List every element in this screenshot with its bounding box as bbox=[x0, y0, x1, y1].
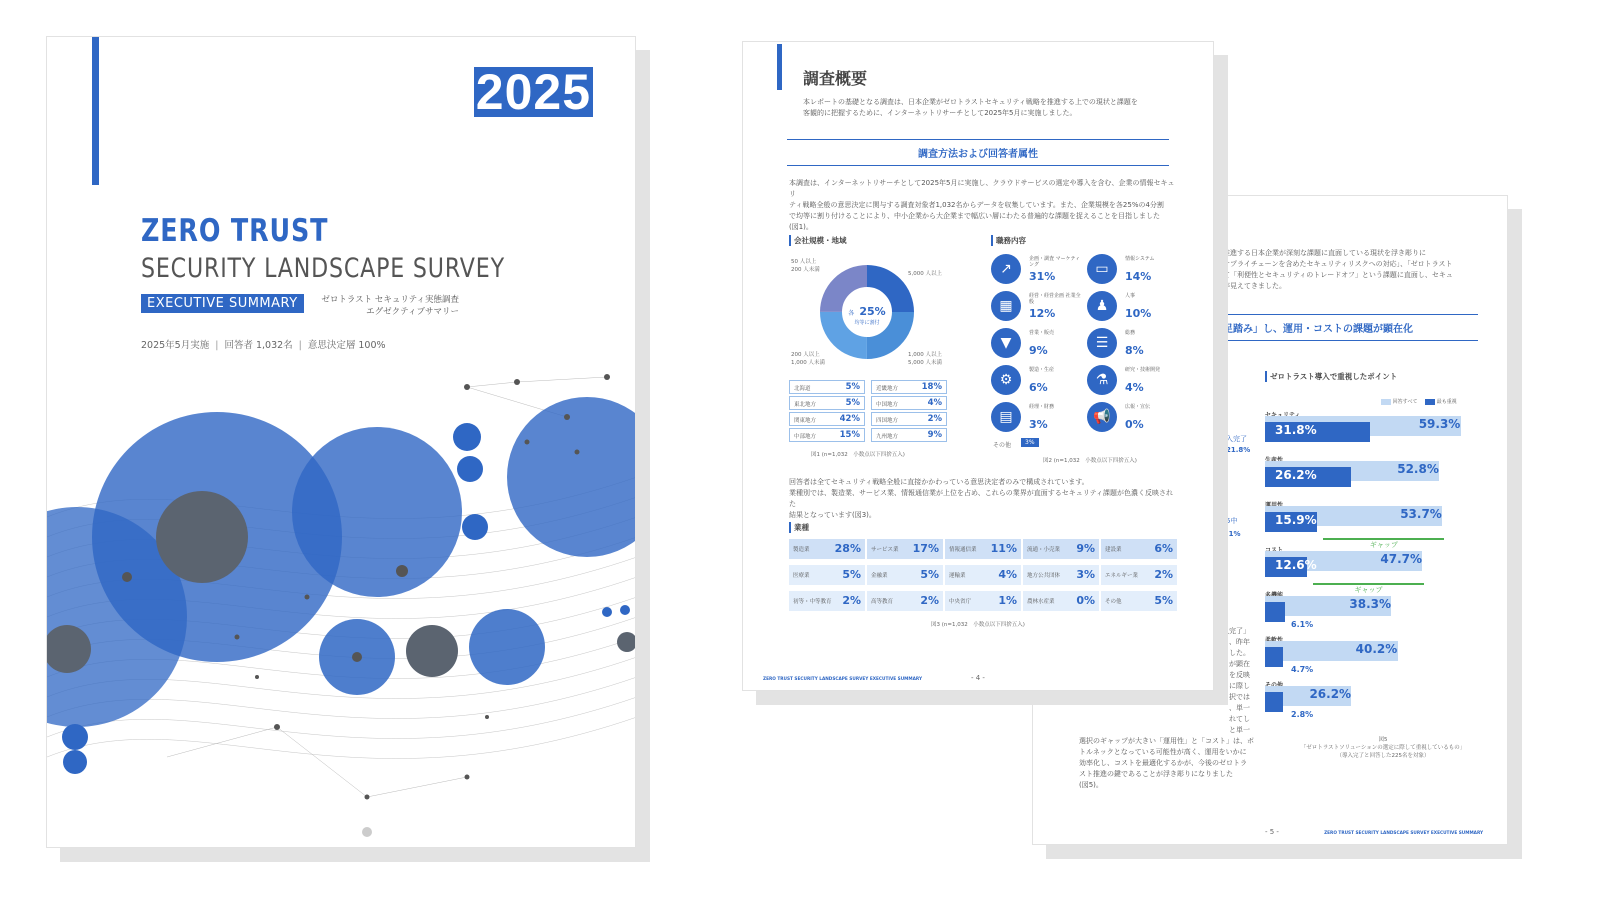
industry-cell bbox=[867, 591, 943, 611]
donut-label-50-200 bbox=[791, 258, 820, 274]
region-cell bbox=[871, 428, 947, 442]
industry-value: 0% bbox=[1076, 594, 1095, 607]
region-name: 中部地方 bbox=[794, 434, 817, 440]
industry-name: 農林水産業 bbox=[1027, 599, 1055, 605]
bar-top bbox=[1265, 647, 1283, 667]
industry-value: 11% bbox=[990, 542, 1017, 555]
monitor-icon: ▭ bbox=[1087, 254, 1117, 284]
bar-all-label: 47.7% bbox=[1380, 552, 1423, 566]
region-name: 四国地方 bbox=[876, 418, 899, 424]
fig2-note: 図2 (n=1,032 小数点以下四捨五入) bbox=[1043, 458, 1137, 464]
page-4 bbox=[742, 41, 1214, 691]
page5-left-snippet: 5中 bbox=[1226, 517, 1238, 525]
industry-value: 17% bbox=[912, 542, 939, 555]
job-value: 3% bbox=[1029, 418, 1048, 431]
job-item bbox=[1087, 365, 1177, 397]
job-name: 経営・経営企画 社業全般 bbox=[1029, 293, 1081, 305]
page5-body-line: に際し bbox=[1229, 682, 1250, 690]
legend-swatch-top bbox=[1425, 399, 1435, 405]
bar-all-label: 52.8% bbox=[1397, 462, 1439, 476]
job-name: 企画・調査 マーケティング bbox=[1029, 256, 1081, 268]
industry-cell bbox=[1101, 539, 1177, 559]
industry-value: 28% bbox=[834, 542, 861, 555]
legend-top: 最も重視 bbox=[1436, 399, 1457, 405]
cover-page bbox=[46, 36, 636, 848]
cover-subtitle: SECURITY LANDSCAPE SURVEY bbox=[141, 253, 505, 284]
industry-name: 建設業 bbox=[1105, 547, 1122, 553]
page4-accent-bar bbox=[777, 44, 782, 90]
region-cell bbox=[789, 396, 865, 410]
industry-value: 1% bbox=[998, 594, 1017, 607]
job-value: 8% bbox=[1125, 344, 1144, 357]
chart-icon: ↗ bbox=[991, 254, 1021, 284]
page5-body-line: 、単一 bbox=[1229, 704, 1250, 712]
meta-respondents: 回答者 1,032名 bbox=[224, 340, 293, 351]
industry-text-line: 回答者は全てセキュリティ戦略全般に直接かかわっている意思決定者のみで構成されています。 bbox=[789, 478, 1089, 486]
bar-top-label: 12.6% bbox=[1275, 558, 1317, 572]
industry-cell bbox=[1101, 591, 1177, 611]
region-value: 18% bbox=[921, 382, 942, 392]
region-cell bbox=[871, 380, 947, 394]
page5-body-line: れてし bbox=[1229, 715, 1250, 723]
industry-name: 高等教育 bbox=[871, 599, 894, 605]
legend-swatch-all bbox=[1381, 399, 1391, 405]
section-job: 職務内容 bbox=[991, 235, 1026, 246]
megaphone-icon: 📢 bbox=[1087, 402, 1117, 432]
industry-cell bbox=[1023, 539, 1099, 559]
job-value: 6% bbox=[1029, 381, 1048, 394]
page5-intro bbox=[1223, 248, 1503, 292]
job-other-value: 3% bbox=[1021, 438, 1039, 447]
label-line: 200 人未満 bbox=[791, 267, 820, 273]
industry-value: 2% bbox=[920, 594, 939, 607]
page5-body-line: 効率化し、コストを最適化するかが、今後のゼロトラ bbox=[1079, 759, 1247, 767]
cover-meta: 2025年5月実施 | 回答者 1,032名 | 意思決定層 100% bbox=[141, 340, 386, 351]
industry-name: 中央省庁 bbox=[949, 599, 972, 605]
page5-left-snippet: 21.8% bbox=[1226, 446, 1251, 454]
job-value: 12% bbox=[1029, 307, 1056, 320]
method-text bbox=[789, 178, 1179, 233]
industry-name: 製造業 bbox=[793, 547, 810, 553]
page5-body-line: が顕在 bbox=[1229, 660, 1250, 668]
bar-top-label: 26.2% bbox=[1275, 468, 1317, 482]
donut-center-sub: 均等に割付 bbox=[854, 320, 880, 326]
page5-body-line: 入完了」 bbox=[1222, 627, 1250, 635]
region-name: 近畿地方 bbox=[876, 386, 899, 392]
industry-name: 金融業 bbox=[871, 573, 888, 579]
region-name: 中国地方 bbox=[876, 402, 899, 408]
tie-icon: ▼ bbox=[991, 328, 1021, 358]
job-name: 営業・販売 bbox=[1029, 330, 1055, 336]
section-industry: 業種 bbox=[789, 522, 809, 533]
calculator-icon: ▤ bbox=[991, 402, 1021, 432]
page5-left-snippet: .1% bbox=[1226, 530, 1241, 538]
region-name: 九州地方 bbox=[876, 434, 899, 440]
method-line: 本調査は、インターネットリサーチとして2025年5月に実施し、クラウドサービスの選定や導入を含む、企業の情報セキュリ bbox=[789, 179, 1175, 198]
legend-all: 回答すべて bbox=[1392, 399, 1418, 405]
donut-label-5000: 5,000 人以上 bbox=[908, 271, 942, 277]
page5-left-snippet: 入完了 bbox=[1226, 435, 1247, 443]
job-value: 14% bbox=[1125, 270, 1152, 283]
region-cell bbox=[871, 396, 947, 410]
page5-body-line: (図5)。 bbox=[1079, 781, 1103, 789]
industry-name: エネルギー業 bbox=[1105, 573, 1139, 579]
page5-body-line: を反映 bbox=[1229, 671, 1250, 679]
page4-number: - 4 - bbox=[971, 674, 985, 682]
donut-center-prefix: 各 bbox=[848, 310, 855, 317]
job-item bbox=[1087, 254, 1177, 286]
label-line: 50 人以上 bbox=[791, 259, 817, 265]
job-name: 総務 bbox=[1125, 330, 1136, 336]
bar-all-label: 38.3% bbox=[1349, 597, 1392, 611]
job-value: 9% bbox=[1029, 344, 1048, 357]
region-cell bbox=[871, 412, 947, 426]
region-name: 東北地方 bbox=[794, 402, 817, 408]
region-name: 北海道 bbox=[794, 386, 811, 392]
flask-icon: ⚗ bbox=[1087, 365, 1117, 395]
building-icon: ▦ bbox=[991, 291, 1021, 321]
fig5-note-line: （導入完了と回答した225名を対象） bbox=[1336, 753, 1430, 759]
bar-top bbox=[1265, 692, 1283, 712]
region-cell bbox=[789, 428, 865, 442]
industry-text bbox=[789, 477, 1179, 521]
bar-top bbox=[1265, 602, 1285, 622]
industry-text-line: 結果となっています(図3)。 bbox=[789, 511, 876, 519]
job-item bbox=[1087, 328, 1177, 360]
page4-intro bbox=[803, 97, 1183, 119]
job-item bbox=[991, 365, 1081, 397]
region-cell bbox=[789, 380, 865, 394]
page5-body-line: した。 bbox=[1229, 649, 1250, 657]
donut-label-200-1000 bbox=[791, 351, 825, 367]
fig1-note: 図1 (n=1,032 小数点以下四捨五入) bbox=[811, 452, 905, 458]
intro-line: 客観的に把握するために、インターネットリサーチとして2025年5月に実施しました。 bbox=[803, 109, 1077, 117]
industry-name: 情報通信業 bbox=[949, 547, 977, 553]
bar-all-label: 53.7% bbox=[1400, 507, 1442, 521]
meta-date: 2025年5月実施 bbox=[141, 340, 210, 351]
donut-center bbox=[835, 300, 899, 326]
region-name: 関東地方 bbox=[794, 418, 817, 424]
industry-value: 5% bbox=[920, 568, 939, 581]
page5-section-title: ゼロトラスト導入で重視したポイント bbox=[1265, 371, 1397, 382]
industry-cell bbox=[1023, 591, 1099, 611]
method-line: ティ戦略全般の意思決定に関与する調査対象者1,032名からデータを収集しています。また、企業規模を各25%の4分割 bbox=[789, 201, 1164, 209]
intro-line: 本レポートの基礎となる調査は、日本企業がゼロトラストセキュリティ戦略を推進する上での現状と課題を bbox=[803, 98, 1138, 106]
industry-cell bbox=[945, 539, 1021, 559]
bar-top-label: 31.8% bbox=[1275, 423, 1317, 437]
industry-value: 6% bbox=[1154, 542, 1173, 555]
page5-body-line: スト推進の鍵であることが浮き彫りになりました bbox=[1079, 770, 1233, 778]
fig3-note: 図3 (n=1,032 小数点以下四捨五入) bbox=[931, 622, 1025, 628]
industry-value: 5% bbox=[842, 568, 861, 581]
page4-heading: 調査概要 bbox=[803, 69, 868, 88]
label-line: 200 人以上 bbox=[791, 352, 820, 358]
job-item bbox=[991, 402, 1081, 434]
industry-cell bbox=[867, 539, 943, 559]
industry-value: 2% bbox=[1154, 568, 1173, 581]
bar-top-label: 6.1% bbox=[1291, 620, 1314, 629]
industry-value: 9% bbox=[1076, 542, 1095, 555]
document-icon: ☰ bbox=[1087, 328, 1117, 358]
industry-name: サービス業 bbox=[871, 547, 899, 553]
page4-footer: ZERO TRUST SECURITY LANDSCAPE SURVEY EXECUTIVE SUMMARY bbox=[763, 676, 923, 682]
job-name: 広報・宣伝 bbox=[1125, 404, 1151, 410]
region-value: 5% bbox=[845, 398, 860, 408]
bar-all-label: 59.3% bbox=[1418, 417, 1461, 431]
job-name: 研究・技術開発 bbox=[1125, 367, 1161, 373]
page5-number: - 5 - bbox=[1265, 828, 1279, 836]
industry-name: 初等・中等教育 bbox=[793, 599, 832, 605]
job-item bbox=[1087, 291, 1177, 323]
region-value: 2% bbox=[927, 414, 942, 424]
subtitle-line: ゼロトラスト セキュリティ実態調査 bbox=[321, 295, 459, 305]
gap-label: ギャップ bbox=[1354, 586, 1383, 594]
industry-name: 医療業 bbox=[793, 573, 810, 579]
executive-summary-badge: EXECUTIVE SUMMARY bbox=[141, 294, 304, 313]
page5-body-line: ）、昨年 bbox=[1225, 638, 1250, 646]
job-item bbox=[991, 291, 1081, 323]
subtitle-line: エグゼクティブサマリー bbox=[366, 307, 459, 317]
method-line: で均等に割り付けることにより、中小企業から大企業まで幅広い層にわたる普遍的な課題を捉えることを目指しました bbox=[789, 212, 1160, 220]
meta-decision-makers: 意思決定層 100% bbox=[307, 340, 386, 351]
chart-legend bbox=[1381, 398, 1457, 405]
page5-intro-line: サプライチェーンを含めたセキュリティリスクへの対応」、「ゼロトラスト bbox=[1223, 260, 1453, 268]
method-band: 調査方法および回答者属性 bbox=[787, 139, 1169, 166]
gap-label: ギャップ bbox=[1369, 541, 1398, 549]
job-name: 経理・財務 bbox=[1029, 404, 1055, 410]
cover-title: ZERO TRUST bbox=[141, 213, 329, 249]
industry-name: 地方公共団体 bbox=[1027, 573, 1061, 579]
industry-cell bbox=[789, 539, 865, 559]
industry-name: 運輸業 bbox=[949, 573, 966, 579]
job-item bbox=[1087, 402, 1177, 434]
robot-arm-icon: ⚙ bbox=[991, 365, 1021, 395]
industry-cell bbox=[1023, 565, 1099, 585]
job-name: 製造・生産 bbox=[1029, 367, 1055, 373]
region-value: 4% bbox=[927, 398, 942, 408]
industry-name: 流通・小売業 bbox=[1027, 547, 1061, 553]
industry-text-line: 業種別では、製造業、サービス業、情報通信業が上位を占め、これらの業界が直面するセキュリティ課題が色濃く反映された bbox=[789, 489, 1174, 508]
industry-value: 5% bbox=[1154, 594, 1173, 607]
bar-top-label: 2.8% bbox=[1291, 710, 1314, 719]
job-item bbox=[991, 328, 1081, 360]
industry-cell bbox=[945, 565, 1021, 585]
donut-label-1000-5000 bbox=[908, 351, 942, 367]
label-line: 1,000 人以上 bbox=[908, 352, 942, 358]
label-line: 5,000 人未満 bbox=[908, 360, 942, 366]
bar-top-label: 15.9% bbox=[1275, 513, 1317, 527]
industry-cell bbox=[867, 565, 943, 585]
fig5-note-line: 「ゼロトラストソリューションの選定に際して重視しているもの」 bbox=[1300, 745, 1466, 751]
donut-center-value: 25% bbox=[859, 305, 886, 318]
industry-value: 4% bbox=[998, 568, 1017, 581]
job-name: 人事 bbox=[1125, 293, 1136, 299]
page5-intro-line: て「利便性とセキュリティのトレードオフ」という課題に直面し、セキュ bbox=[1223, 271, 1453, 279]
fig5-note-line: 図5 bbox=[1378, 737, 1388, 743]
industry-cell bbox=[789, 591, 865, 611]
industry-cell bbox=[945, 591, 1021, 611]
industry-value: 3% bbox=[1076, 568, 1095, 581]
job-name: 情報システム bbox=[1125, 256, 1155, 262]
section-company: 会社規模・地域 bbox=[789, 235, 847, 246]
bar-all-label: 26.2% bbox=[1309, 687, 1352, 701]
region-value: 9% bbox=[927, 430, 942, 440]
label-line: 1,000 人未満 bbox=[791, 360, 825, 366]
method-line: (図1)。 bbox=[789, 223, 813, 231]
industry-cell bbox=[1101, 565, 1177, 585]
job-other-label: その他 bbox=[993, 442, 1012, 449]
bar-all-label: 40.2% bbox=[1355, 642, 1398, 656]
page5-intro-line: が見えてきました。 bbox=[1223, 282, 1286, 290]
fig5-note bbox=[1293, 736, 1473, 760]
cover-network-illustration bbox=[47, 37, 636, 848]
industry-name: その他 bbox=[1105, 599, 1122, 605]
page5-band: 足踏み」し、運用・コストの課題が顕在化 bbox=[1223, 314, 1478, 341]
page5-body-line: と単一 bbox=[1229, 726, 1250, 734]
page5-body-line: 択では bbox=[1229, 693, 1250, 701]
job-value: 4% bbox=[1125, 381, 1144, 394]
industry-value: 2% bbox=[842, 594, 861, 607]
page5-body-line: 選択のギャップが大きい「運用性」と「コスト」は、ボ bbox=[1079, 737, 1254, 745]
page5-intro-line: 推進する日本企業が深刻な課題に直面している現状を浮き彫りに bbox=[1223, 249, 1426, 257]
job-item bbox=[991, 254, 1081, 286]
region-cell bbox=[789, 412, 865, 426]
region-value: 15% bbox=[839, 430, 860, 440]
id-card-icon: ♟ bbox=[1087, 291, 1117, 321]
cover-year: 2025 bbox=[475, 64, 591, 120]
job-value: 31% bbox=[1029, 270, 1056, 283]
industry-cell bbox=[789, 565, 865, 585]
page5-body-line: トルネックとなっている可能性が高く、運用をいかに bbox=[1079, 748, 1247, 756]
page5-footer: ZERO TRUST SECURITY LANDSCAPE SURVEY EXECUTIVE SUMMARY bbox=[1323, 830, 1483, 836]
region-value: 5% bbox=[845, 382, 860, 392]
region-value: 42% bbox=[839, 414, 860, 424]
job-value: 10% bbox=[1125, 307, 1152, 320]
job-value: 0% bbox=[1125, 418, 1144, 431]
bar-top-label: 4.7% bbox=[1291, 665, 1314, 674]
